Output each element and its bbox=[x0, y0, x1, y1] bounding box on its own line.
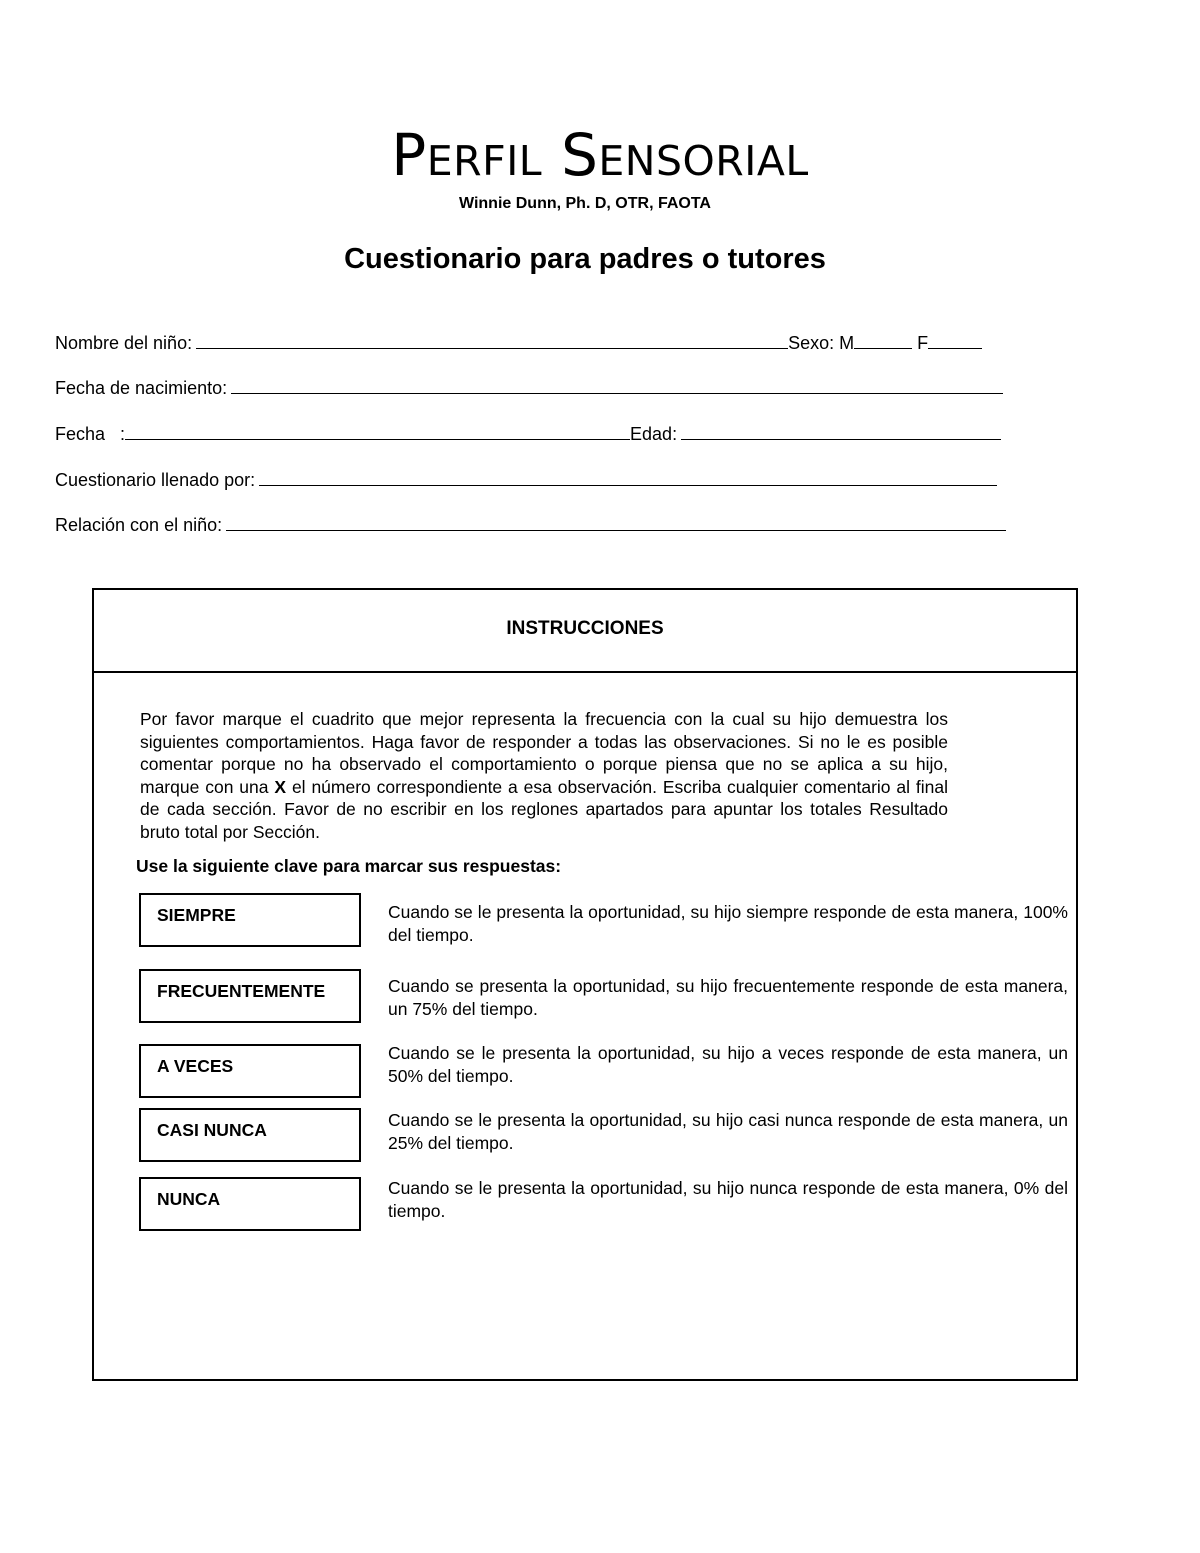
key-desc-a-veces: Cuando se le presenta la oportunidad, su hijo a veces responde de esta manera, un 50% del tiempo. bbox=[388, 1043, 1068, 1086]
key-label-frecuentemente: FRECUENTEMENTE bbox=[139, 969, 361, 1023]
key-heading: Use la siguiente clave para marcar sus respuestas: bbox=[136, 856, 562, 876]
filled-by-field[interactable] bbox=[259, 471, 997, 486]
age-label: Edad: bbox=[630, 424, 678, 444]
key-label-a-veces: A VECES bbox=[139, 1044, 361, 1098]
birth-date-field[interactable] bbox=[231, 379, 1003, 394]
key-label-siempre: SIEMPRE bbox=[139, 893, 361, 947]
key-desc-siempre: Cuando se le presenta la oportunidad, su hijo siempre responde de esta manera, 100% del tiempo. bbox=[388, 902, 1068, 945]
birth-date-label: Fecha de nacimiento: bbox=[55, 378, 228, 398]
sex-f-label: F bbox=[917, 333, 929, 353]
instructions-heading: INSTRUCCIONES bbox=[94, 590, 1076, 673]
instructions-text-part1: Por favor marque el cuadrito que mejor representa la frecuencia con la cual su hijo demuestra los siguientes comportamientos. Haga favor de responder a todas las observaciones. Si no le es posible comentar porque no ha observado el comportamiento o porque piensa que no se aplica a su hijo, marque con una bbox=[140, 709, 948, 797]
instructions-text-x: X bbox=[274, 776, 287, 797]
filled-by-row bbox=[55, 469, 997, 491]
child-name-label: Nombre del niño: bbox=[55, 333, 193, 353]
instructions-box bbox=[92, 588, 1078, 1381]
author-line: Winnie Dunn, Ph. D, OTR, FAOTA bbox=[459, 195, 711, 212]
date-label: Fecha : bbox=[55, 424, 126, 444]
document-subtitle: Cuestionario para padres o tutores bbox=[344, 243, 826, 275]
date-field[interactable] bbox=[125, 425, 630, 440]
child-name-field[interactable] bbox=[196, 334, 788, 349]
key-label-casi-nunca: CASI NUNCA bbox=[139, 1108, 361, 1162]
child-name-row bbox=[55, 332, 982, 354]
key-desc-nunca: Cuando se le presenta la oportunidad, su hijo nunca responde de esta manera, 0% del tiempo. bbox=[388, 1178, 1068, 1221]
birth-date-row bbox=[55, 377, 1003, 399]
sex-m-field[interactable] bbox=[854, 334, 912, 349]
filled-by-label: Cuestionario llenado por: bbox=[55, 470, 256, 490]
key-label-nunca: NUNCA bbox=[139, 1177, 361, 1231]
sex-f-field[interactable] bbox=[928, 334, 982, 349]
key-desc-casi-nunca: Cuando se le presenta la oportunidad, su hijo casi nunca responde de esta manera, un 25% del tiempo. bbox=[388, 1110, 1068, 1153]
relation-row bbox=[55, 514, 1006, 536]
sex-label: Sexo: M bbox=[788, 333, 855, 353]
instructions-text-part2: el número correspondiente a esa observación. Escriba cualquier comentario al final de cada sección. Favor de no escribir en los reglones apartados para apuntar los totales Resultado bruto total por Sección. bbox=[140, 776, 948, 842]
document-title: Perfil Sensorial bbox=[391, 121, 809, 189]
relation-label: Relación con el niño: bbox=[55, 515, 223, 535]
date-row bbox=[55, 423, 1001, 445]
relation-field[interactable] bbox=[226, 516, 1006, 531]
instructions-text bbox=[140, 708, 948, 844]
key-desc-frecuentemente: Cuando se presenta la oportunidad, su hijo frecuentemente responde de esta manera, un 75% del tiempo. bbox=[388, 976, 1068, 1019]
age-field[interactable] bbox=[681, 425, 1001, 440]
